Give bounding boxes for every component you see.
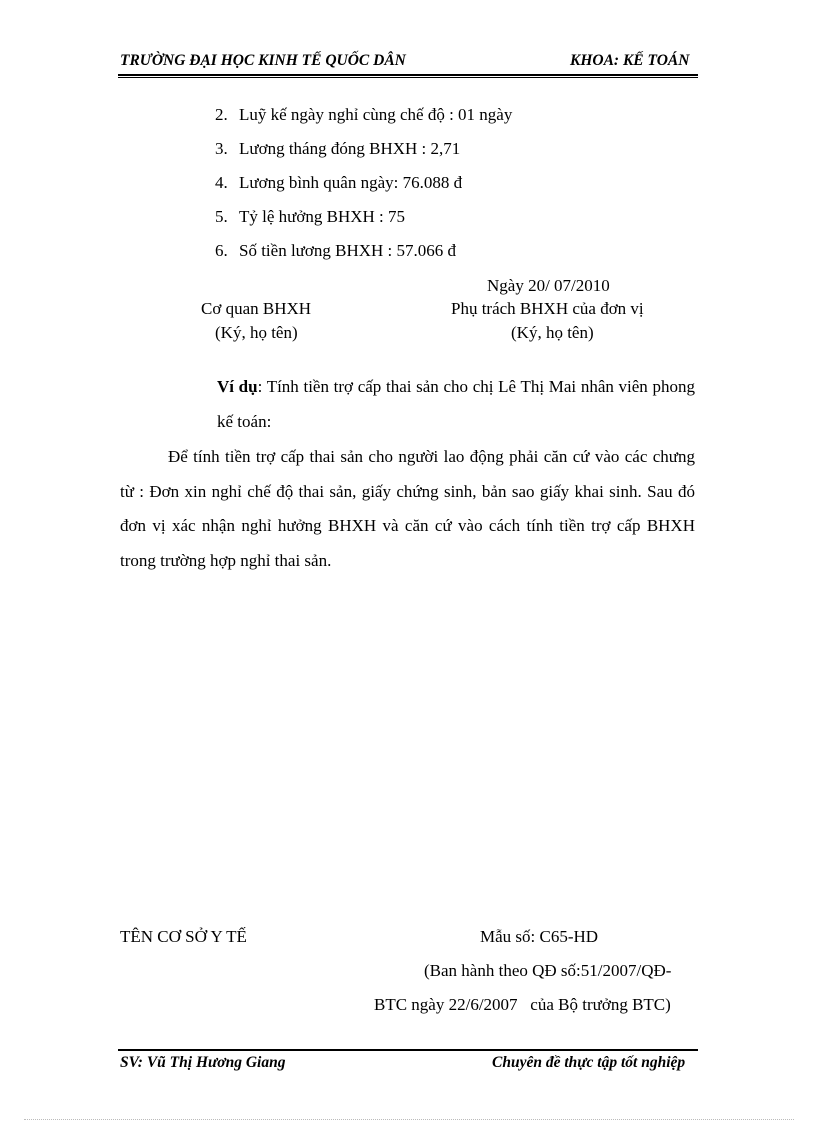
example-paragraph: [217, 370, 695, 439]
list-item: [215, 173, 462, 193]
list-item-number: 5.: [215, 207, 228, 226]
signature-right-title: Phụ trách BHXH của đơn vị: [451, 299, 644, 318]
body-paragraph: Để tính tiền trợ cấp thai sản cho người lao động phải căn cứ vào các chưng từ : Đơn xin nghỉ chế độ thai sản, giấy chứng sinh, bản sao giấy khai sinh. Sau đó đơn vị xác nhận nghỉ hưởng BHXH và căn cứ vào cách tính tiền trợ cấp BHXH trong trường hợp nghỉ thai sản.: [120, 447, 695, 570]
list-item: [215, 207, 405, 227]
header-rule-thin: [118, 77, 698, 78]
page-bottom-dotted-line: [24, 1119, 794, 1120]
header-rule: [118, 74, 698, 76]
signature-date: Ngày 20/ 07/2010: [487, 276, 610, 295]
header-university: TRƯỜNG ĐẠI HỌC KINH TẾ QUỐC DÂN: [120, 52, 406, 69]
list-item-number: 4.: [215, 173, 228, 192]
issued-line-2: BTC ngày 22/6/2007 của Bộ trưởng BTC): [374, 995, 671, 1014]
list-item-text: Lương bình quân ngày: 76.088 đ: [239, 173, 463, 192]
list-item: [215, 139, 460, 159]
issued-line-1: (Ban hành theo QĐ số:51/2007/QĐ-: [424, 961, 672, 980]
list-item-text: Số tiền lương BHXH : 57.066 đ: [239, 241, 457, 260]
example-label: Ví dụ: [217, 377, 258, 396]
list-item: [215, 105, 512, 125]
form-number: Mẫu số: C65-HD: [480, 927, 599, 946]
footer-rule: [118, 1049, 698, 1051]
list-item: [215, 241, 456, 261]
signature-left-title: Cơ quan BHXH: [201, 299, 312, 318]
example-text: : Tính tiền trợ cấp thai sản cho chị Lê Thị Mai nhân viên phong kế toán:: [217, 377, 695, 431]
list-item-text: Tỷ lệ hưởng BHXH : 75: [239, 207, 405, 226]
footer-student: SV: Vũ Thị Hương Giang: [120, 1054, 286, 1071]
list-item-number: 6.: [215, 241, 228, 260]
list-item-text: Lương tháng đóng BHXH : 2,71: [239, 139, 461, 158]
list-item-number: 3.: [215, 139, 228, 158]
footer-topic: Chuyên đề thực tập tốt nghiệp: [492, 1054, 686, 1071]
list-item-number: 2.: [215, 105, 228, 124]
facility-name: TÊN CƠ SỞ Y TẾ: [120, 927, 247, 946]
list-item-text: Luỹ kế ngày nghỉ cùng chế độ : 01 ngày: [239, 105, 513, 124]
signature-right-sign: (Ký, họ tên): [511, 323, 594, 342]
signature-left-sign: (Ký, họ tên): [215, 323, 298, 342]
header-faculty: KHOA: KẾ TOÁN: [570, 52, 690, 69]
